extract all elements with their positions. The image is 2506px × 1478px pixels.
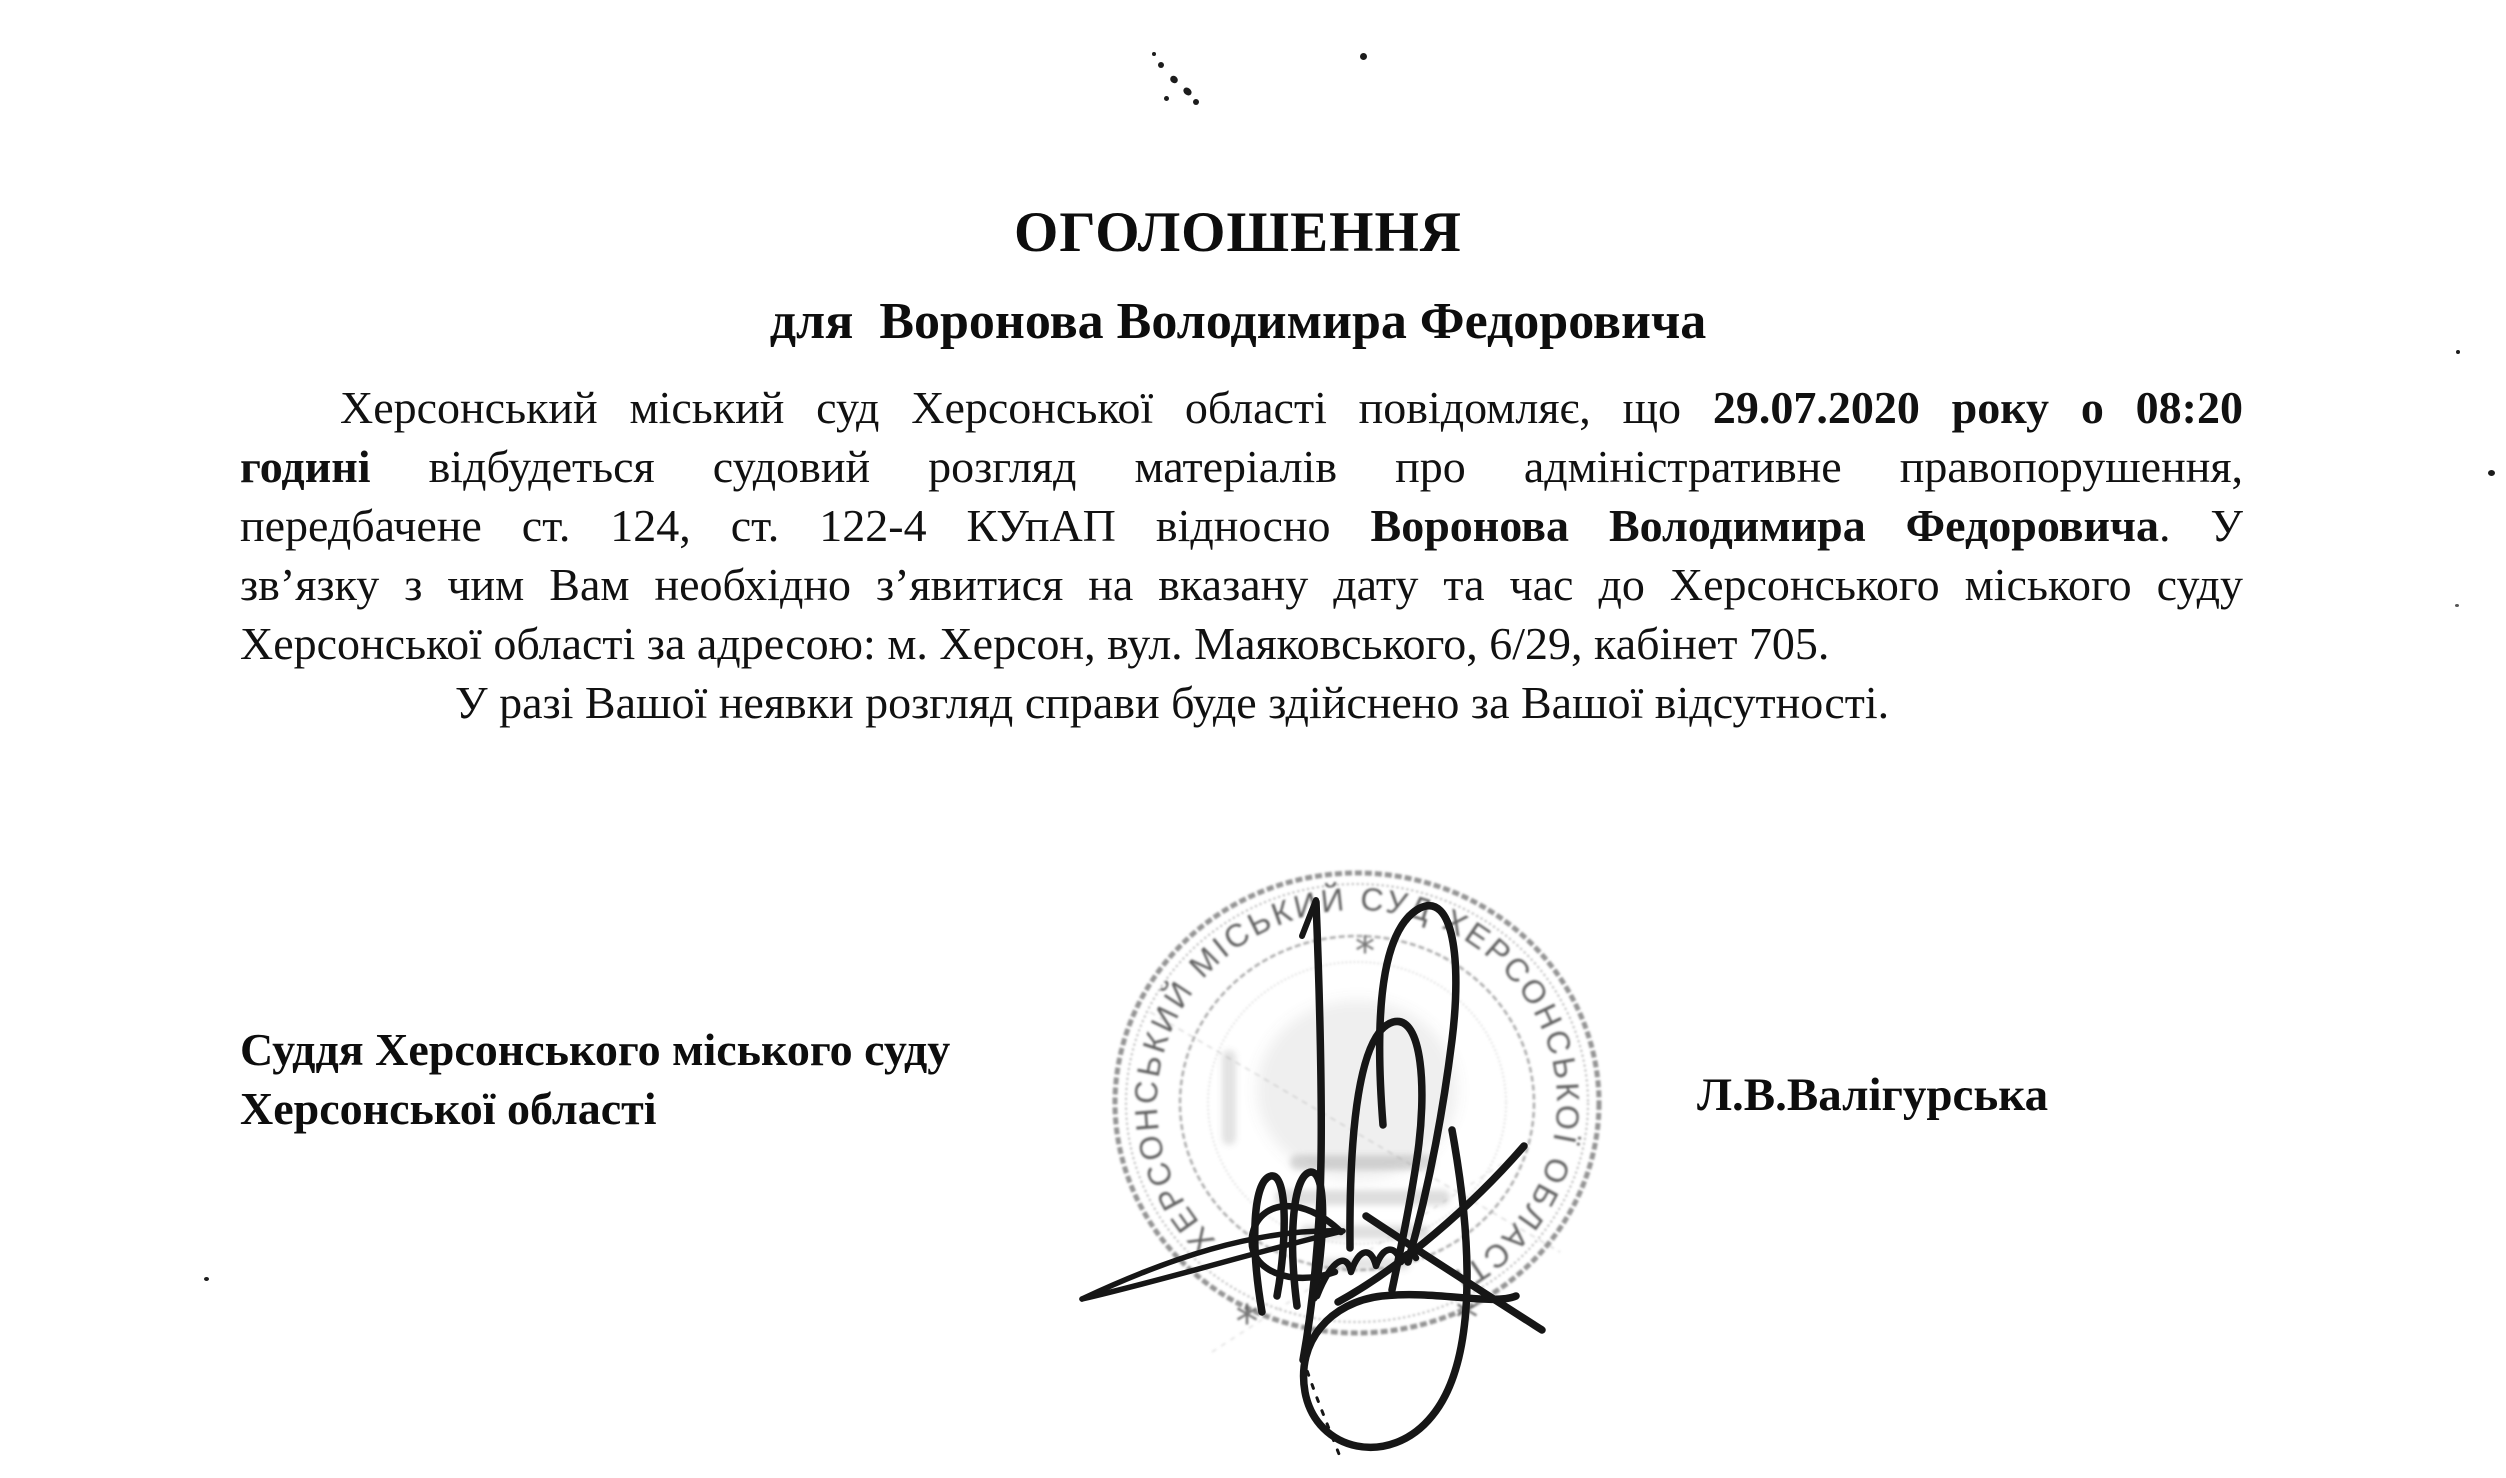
body-line	[455, 673, 2243, 732]
body-line	[240, 555, 2243, 614]
body-text-run-bold: Воронова Володимира Федоровича	[1370, 500, 2159, 551]
body-line	[240, 496, 2243, 555]
body-text-run-bold: годині	[240, 441, 429, 492]
scan-speck	[1169, 74, 1180, 85]
judge-role-line-1: Суддя Херсонського міського суду	[240, 1024, 951, 1075]
scan-speck	[2456, 350, 2460, 354]
body-text-run-bold: 29.07.2020 року о 08:20	[1712, 382, 2243, 433]
scan-speck	[204, 1277, 209, 1281]
body-text-run: Херсонської області за адресою: м. Херсон, вул. Маяковського, 6/29, кабінет 705.	[240, 618, 1830, 669]
stamp-asterisk-top: *	[1355, 929, 1375, 975]
body-text-run: передбачене ст. 124, ст. 122-4 КУпАП відносно	[240, 500, 1371, 551]
stamp-asterisk-bottom-right: *	[1455, 1291, 1479, 1345]
scan-speck	[2455, 604, 2459, 607]
announcement-body	[240, 378, 2243, 732]
body-text-run: У разі Вашої неявки розгляд справи буде здійснено за Вашої відсутності.	[455, 677, 1890, 728]
body-text-run: зв’язку з чим Вам необхідно з’явитися на вказану дату та час до Херсонського міського суду	[240, 559, 2243, 610]
scan-speck	[1152, 52, 1156, 56]
judge-role-line-2: Херсонської області	[240, 1083, 657, 1134]
body-text-run: відбудеться судовий розгляд матеріалів про адміністративне правопорушення,	[428, 441, 2243, 492]
body-line	[240, 437, 2243, 496]
scan-speck	[1360, 53, 1367, 60]
body-line	[240, 378, 2243, 437]
scan-speck	[1182, 86, 1193, 97]
stamp-ring-text: ХЕРСОНСЬКИЙ МІСЬКИЙ СУД ХЕРСОНСЬКОЇ ОБЛАСТІ	[1127, 880, 1587, 1300]
stamp-asterisk-bottom-left: *	[1235, 1295, 1259, 1349]
page-subtitle: для Воронова Володимира Федоровича	[769, 293, 1707, 350]
scan-speck	[1164, 96, 1169, 101]
body-text-run: Херсонський міський суд Херсонської області повідомляє, що	[340, 382, 1713, 433]
court-seal-and-signature	[1040, 830, 1720, 1478]
body-line	[240, 614, 2243, 673]
scan-speck	[1193, 99, 1199, 105]
judge-signoff-block	[240, 1020, 1140, 1138]
page-title: ОГОЛОШЕННЯ	[1014, 201, 1462, 264]
scan-speck	[1158, 62, 1164, 68]
judge-name: Л.В.Валігурська	[1697, 1069, 2049, 1121]
body-text-run: . У	[2158, 500, 2243, 551]
scan-speck	[2488, 470, 2495, 476]
